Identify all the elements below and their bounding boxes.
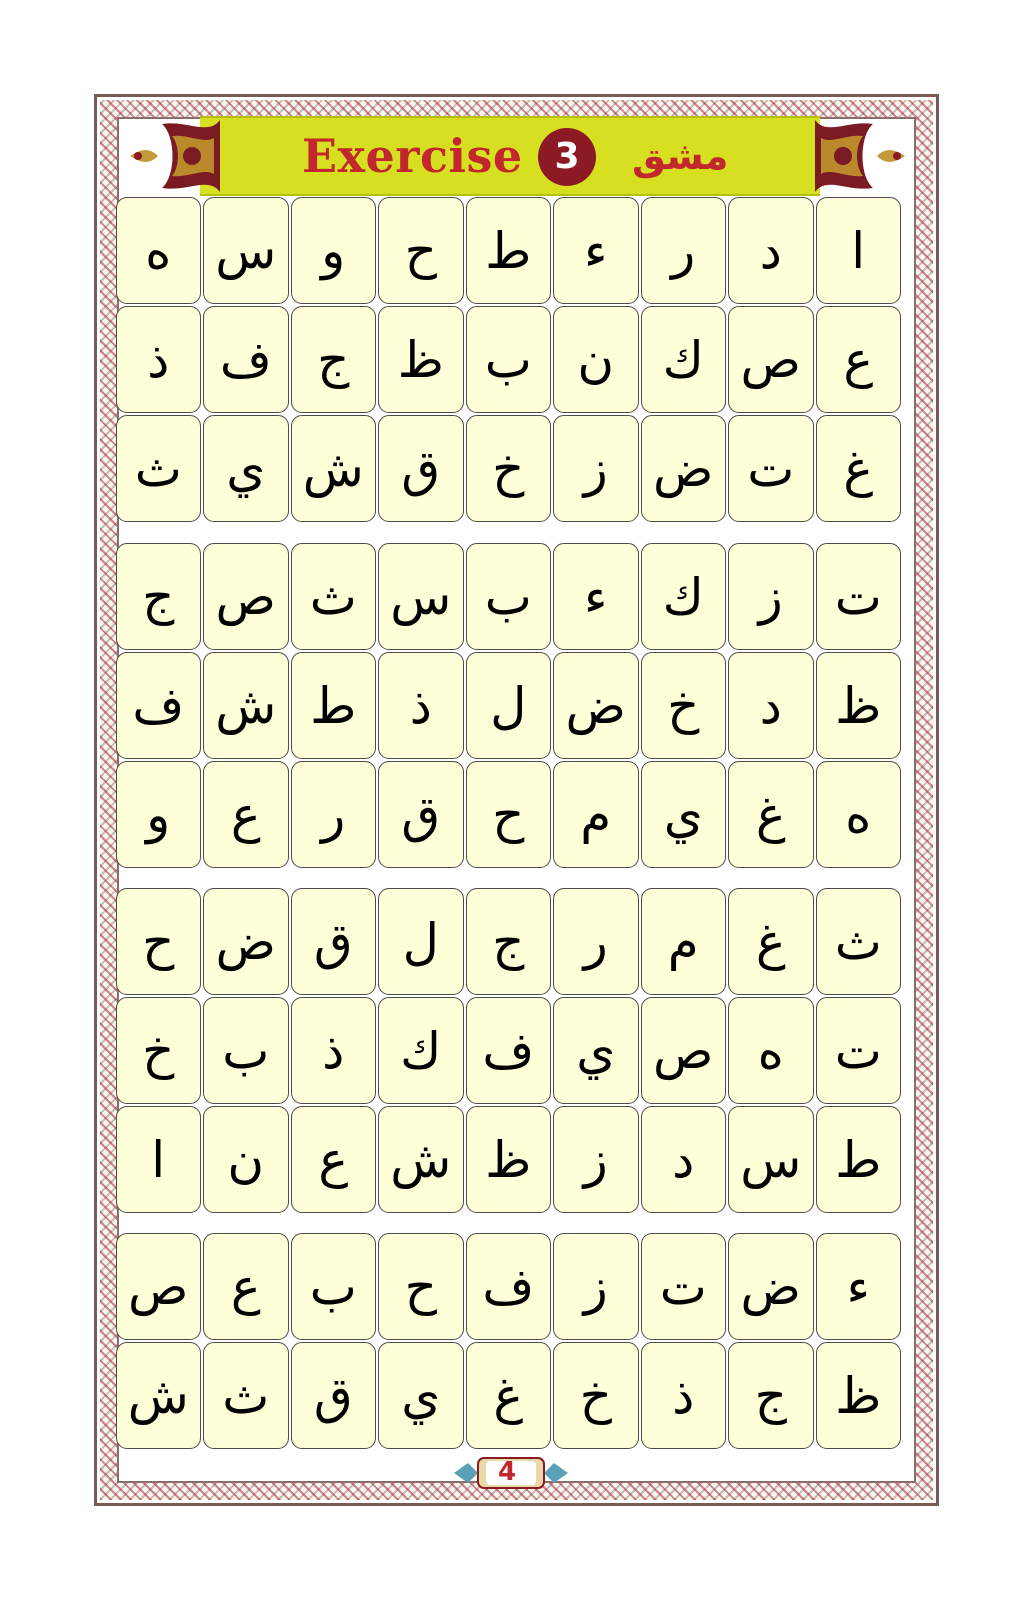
- letter-cell: ج: [466, 888, 552, 995]
- letter-group-3: [115, 888, 901, 1215]
- letter-cell: ع: [203, 761, 289, 868]
- letter-cell: ح: [378, 1233, 464, 1340]
- letter-cell: ت: [728, 415, 814, 522]
- letter-cell: ف: [466, 997, 552, 1104]
- letter-cell: ذ: [641, 1342, 727, 1449]
- letter-cell: ع: [291, 1106, 377, 1213]
- letter-row: [115, 652, 901, 759]
- letter-cell: ب: [466, 543, 552, 650]
- letter-cell: ث: [291, 543, 377, 650]
- letter-cell: ش: [116, 1342, 202, 1449]
- letter-row: [115, 761, 901, 868]
- letter-cell: ظ: [378, 306, 464, 413]
- right-ornament-icon: [815, 116, 907, 196]
- letter-cell: ط: [466, 197, 552, 304]
- letter-cell: ز: [553, 1106, 639, 1213]
- letter-cell: ه: [116, 197, 202, 304]
- letter-cell: ء: [553, 543, 639, 650]
- letter-cell: ل: [466, 652, 552, 759]
- letter-cell: د: [728, 652, 814, 759]
- letter-row: [115, 1106, 901, 1213]
- letter-cell: ف: [466, 1233, 552, 1340]
- letter-cell: ذ: [116, 306, 202, 413]
- letter-cell: ي: [641, 761, 727, 868]
- letter-cell: ح: [116, 888, 202, 995]
- letter-cell: و: [116, 761, 202, 868]
- letter-cell: ر: [641, 197, 727, 304]
- letter-cell: و: [291, 197, 377, 304]
- letter-cell: غ: [728, 761, 814, 868]
- letter-cell: ن: [553, 306, 639, 413]
- letter-cell: ظ: [466, 1106, 552, 1213]
- letter-cell: ق: [291, 888, 377, 995]
- letter-cell: ت: [816, 543, 902, 650]
- letter-cell: ر: [553, 888, 639, 995]
- letter-cell: ء: [816, 1233, 902, 1340]
- letter-group-1: [115, 197, 901, 524]
- letter-cell: ك: [378, 997, 464, 1104]
- letter-cell: ك: [641, 543, 727, 650]
- letter-row: [115, 197, 901, 304]
- letter-cell: م: [553, 761, 639, 868]
- letter-cell: ذ: [378, 652, 464, 759]
- letter-cell: ض: [728, 1233, 814, 1340]
- letter-cell: ص: [203, 543, 289, 650]
- letter-cell: ا: [816, 197, 902, 304]
- letter-cell: ا: [116, 1106, 202, 1213]
- letter-cell: ي: [378, 1342, 464, 1449]
- exercise-number-badge: 3: [538, 128, 596, 186]
- letter-row: [115, 997, 901, 1104]
- letter-cell: ع: [816, 306, 902, 413]
- letter-cell: غ: [816, 415, 902, 522]
- letter-cell: غ: [728, 888, 814, 995]
- letter-cell: ح: [378, 197, 464, 304]
- letter-cell: ن: [203, 1106, 289, 1213]
- letter-row: [115, 306, 901, 413]
- letter-cell: ظ: [816, 652, 902, 759]
- letter-cell: ط: [816, 1106, 902, 1213]
- letter-cell: ف: [116, 652, 202, 759]
- letter-row: [115, 543, 901, 650]
- letter-cell: خ: [116, 997, 202, 1104]
- letter-cell: ه: [816, 761, 902, 868]
- letter-cell: ص: [641, 997, 727, 1104]
- letter-cell: ي: [553, 997, 639, 1104]
- left-ornament-icon: [128, 116, 220, 196]
- letter-cell: م: [641, 888, 727, 995]
- letter-cell: ث: [203, 1342, 289, 1449]
- letter-row: [115, 1233, 901, 1340]
- letter-cell: ش: [291, 415, 377, 522]
- letter-cell: ث: [816, 888, 902, 995]
- letter-cell: ت: [816, 997, 902, 1104]
- letter-cell: ض: [553, 652, 639, 759]
- exercise-title: Exercise: [302, 129, 523, 183]
- letter-cell: خ: [553, 1342, 639, 1449]
- letter-cell: ج: [291, 306, 377, 413]
- letter-cell: ق: [378, 761, 464, 868]
- letter-cell: ز: [553, 1233, 639, 1340]
- letter-cell: خ: [466, 415, 552, 522]
- letter-cell: ق: [378, 415, 464, 522]
- letter-cell: ض: [203, 888, 289, 995]
- letter-cell: ش: [378, 1106, 464, 1213]
- letter-cell: ز: [728, 543, 814, 650]
- letter-cell: ذ: [291, 997, 377, 1104]
- letter-cell: ي: [203, 415, 289, 522]
- letter-cell: س: [728, 1106, 814, 1213]
- letter-cell: ج: [116, 543, 202, 650]
- letter-cell: س: [378, 543, 464, 650]
- letter-cell: ق: [291, 1342, 377, 1449]
- letter-row: [115, 1342, 901, 1449]
- letter-cell: ع: [203, 1233, 289, 1340]
- letter-cell: ث: [116, 415, 202, 522]
- letter-cell: غ: [466, 1342, 552, 1449]
- exercise-arabic-label: مشق: [632, 134, 729, 178]
- letter-cell: ط: [291, 652, 377, 759]
- letter-cell: ش: [203, 652, 289, 759]
- letter-cell: ك: [641, 306, 727, 413]
- letter-cell: ر: [291, 761, 377, 868]
- letter-row: [115, 888, 901, 995]
- letter-cell: ص: [728, 306, 814, 413]
- letter-cell: ف: [203, 306, 289, 413]
- page-number: 4: [497, 1457, 517, 1487]
- letter-cell: د: [641, 1106, 727, 1213]
- letter-cell: س: [203, 197, 289, 304]
- letter-cell: ب: [466, 306, 552, 413]
- letter-cell: ض: [641, 415, 727, 522]
- letter-cell: ظ: [816, 1342, 902, 1449]
- letter-cell: ء: [553, 197, 639, 304]
- letter-cell: ب: [291, 1233, 377, 1340]
- letter-cell: ج: [728, 1342, 814, 1449]
- letter-cell: ب: [203, 997, 289, 1104]
- letter-cell: ح: [466, 761, 552, 868]
- letter-cell: ص: [116, 1233, 202, 1340]
- letter-cell: ل: [378, 888, 464, 995]
- letter-cell: ز: [553, 415, 639, 522]
- letter-cell: ه: [728, 997, 814, 1104]
- letter-cell: د: [728, 197, 814, 304]
- letter-group-4: [115, 1233, 901, 1451]
- letter-row: [115, 415, 901, 522]
- letter-cell: ت: [641, 1233, 727, 1340]
- letter-group-2: [115, 543, 901, 870]
- letter-cell: خ: [641, 652, 727, 759]
